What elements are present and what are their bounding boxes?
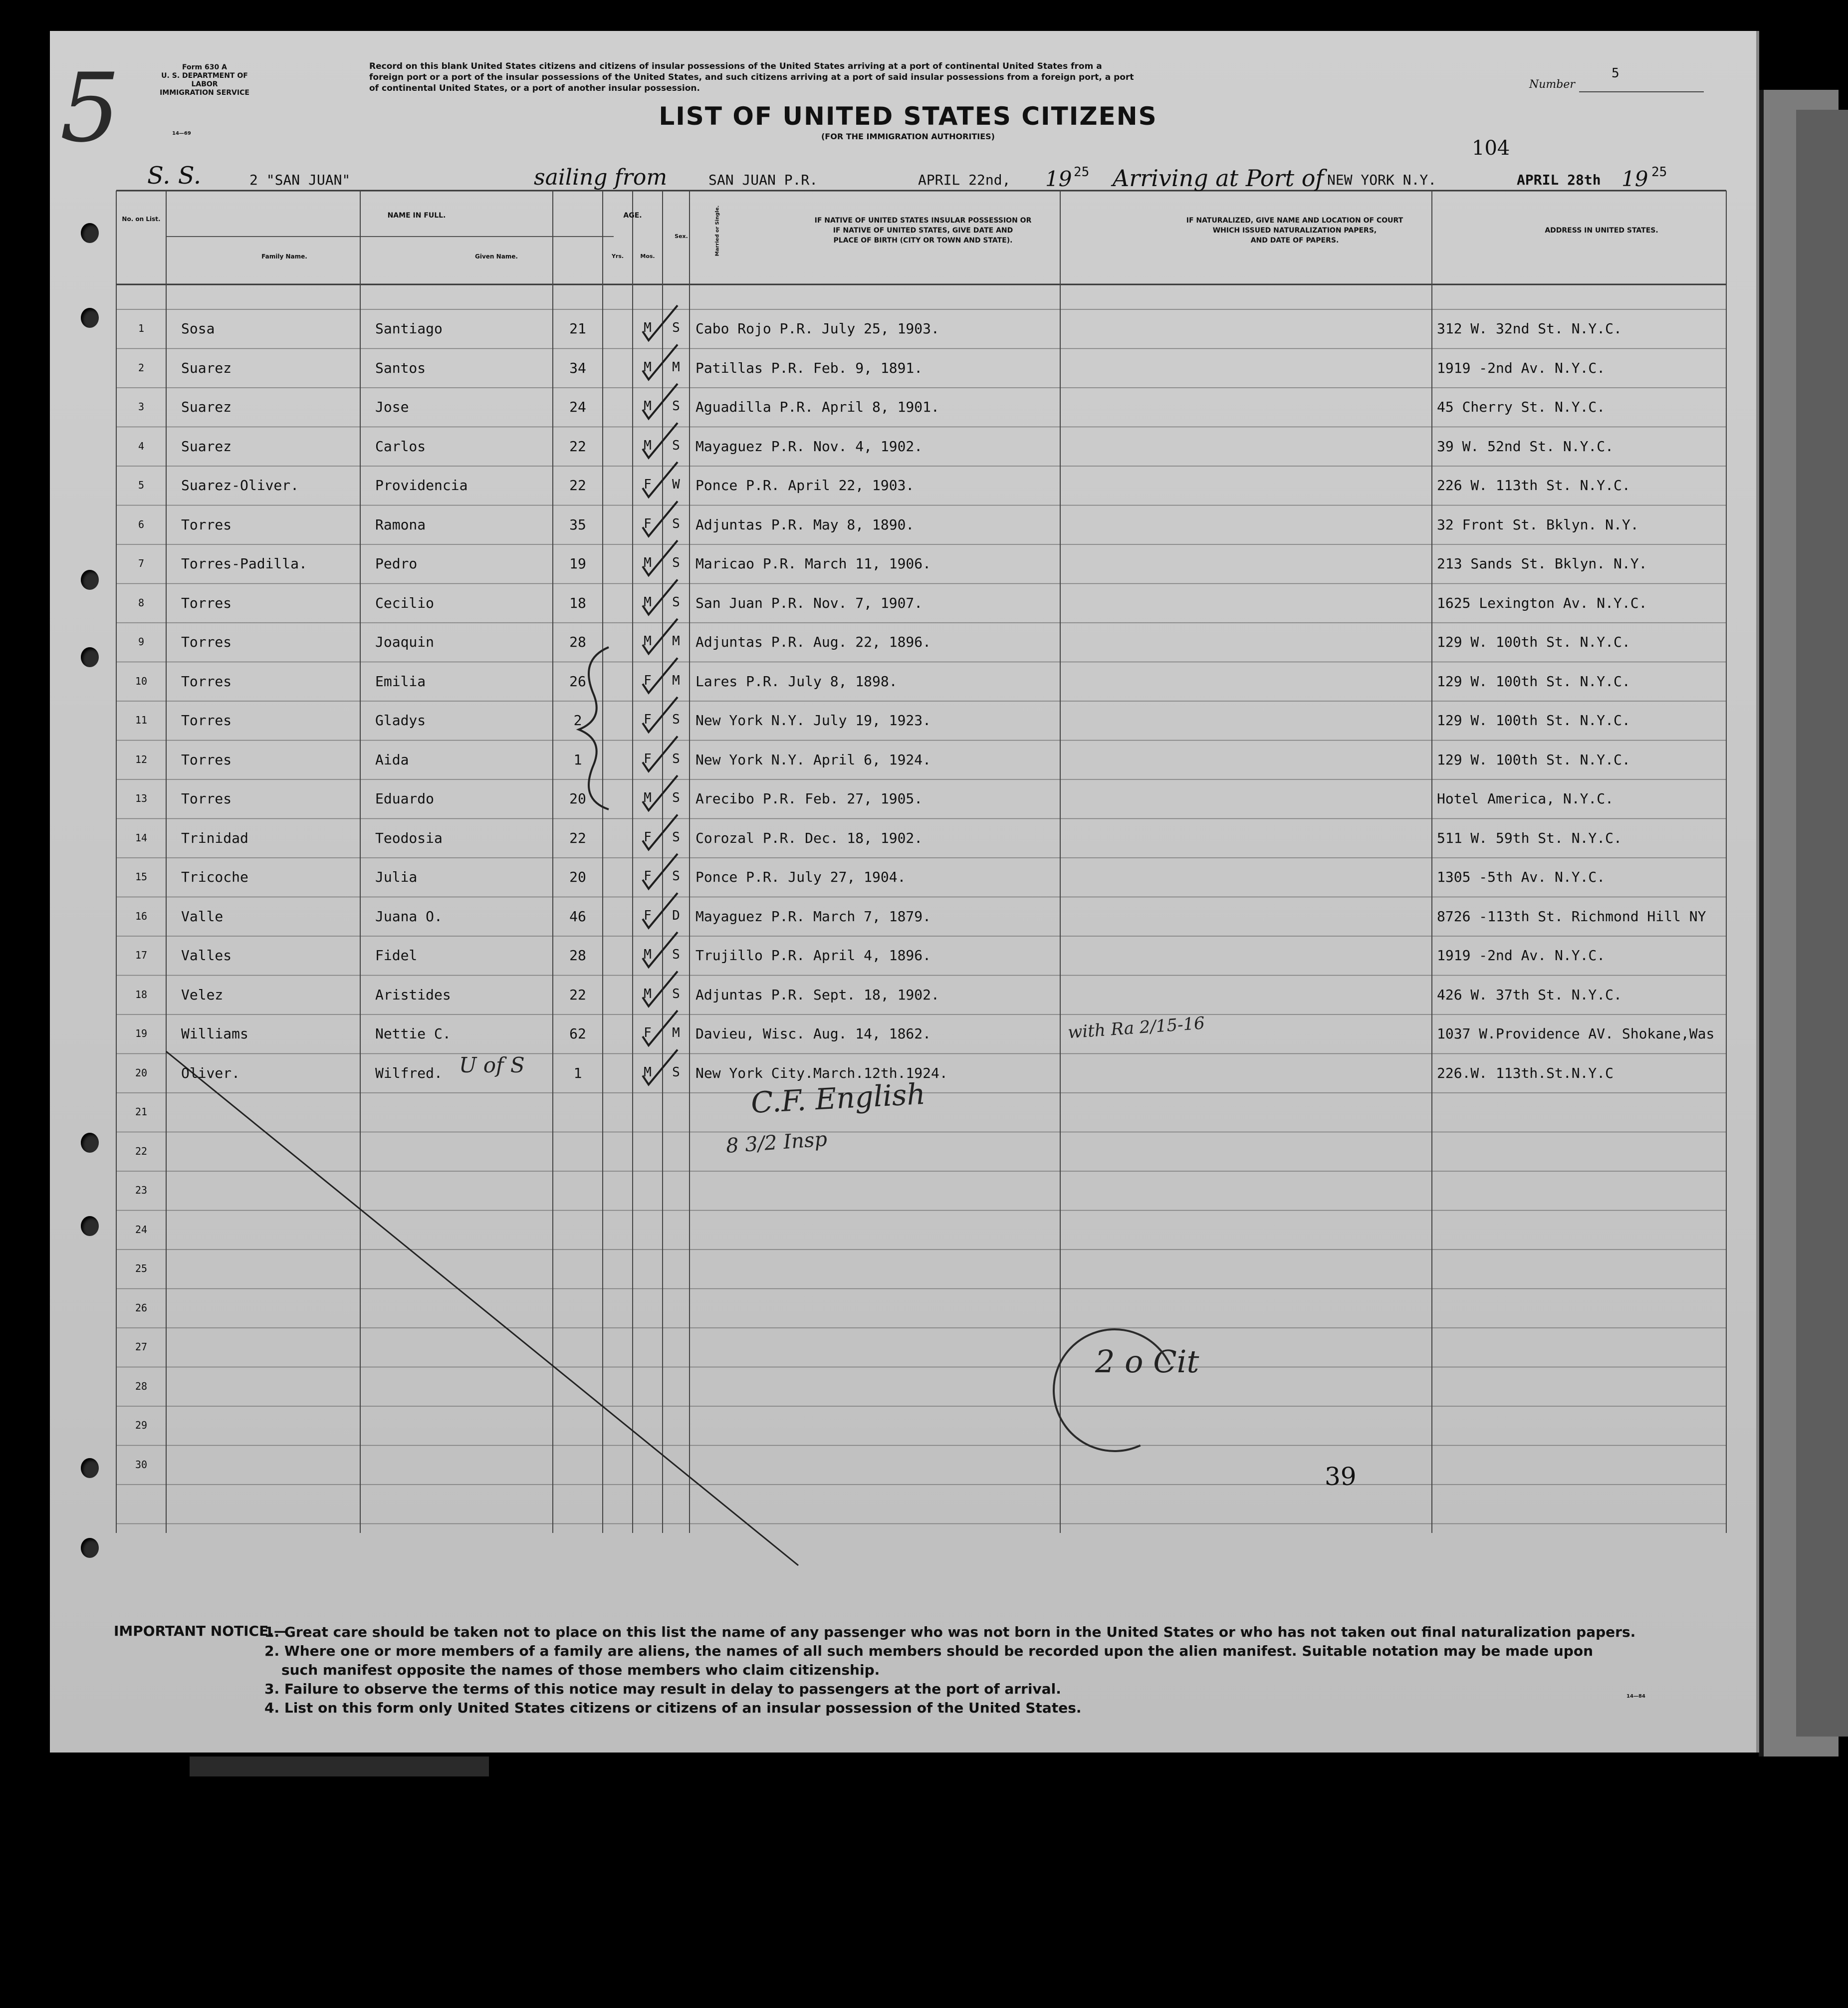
col-header-mos: Mos. xyxy=(640,253,655,259)
given-name: Cecilio xyxy=(375,594,435,611)
naturalization-note: with Ra 2/15-16 xyxy=(1067,1013,1205,1043)
number-underline xyxy=(1579,91,1704,92)
inspector-signature: C.F. English xyxy=(750,1076,926,1120)
address: Hotel America, N.Y.C. xyxy=(1437,790,1614,807)
marital-status: M xyxy=(672,673,680,688)
given-name: Jose xyxy=(375,399,409,415)
sex: M xyxy=(644,320,652,335)
birth-place-date: Davieu, Wisc. Aug. 14, 1862. xyxy=(695,1025,931,1042)
marital-status: S xyxy=(672,986,680,1002)
given-name: Aida xyxy=(375,751,409,768)
row-number: 16 xyxy=(135,910,148,922)
family-name: Suarez xyxy=(181,359,232,376)
citizen-stamp: 2 o Cit xyxy=(1095,1343,1199,1380)
marital-status: S xyxy=(672,516,680,531)
given-name: Santiago xyxy=(375,320,443,337)
marital-status: M xyxy=(672,634,680,649)
birth-place-date: New York N.Y. April 6, 1924. xyxy=(695,751,931,768)
age-years: 2 xyxy=(573,712,582,729)
sex: M xyxy=(644,634,652,649)
col-header-naturalized xyxy=(1110,216,1479,246)
row-number: 3 xyxy=(138,401,145,413)
birth-place-date: Ponce P.R. July 27, 1904. xyxy=(695,869,906,885)
ship-name: 2 "SAN JUAN" xyxy=(249,172,351,188)
marital-status: S xyxy=(672,399,680,414)
row-number: 8 xyxy=(138,596,145,609)
notice-item: 1. Great care should be taken not to place on this list the name of any passenger who was not born in the United States or who has not taken out final naturalization papers. xyxy=(264,1624,1636,1640)
row-20-note: U of S xyxy=(459,1053,525,1077)
marital-status: W xyxy=(672,477,680,492)
age-years: 18 xyxy=(569,594,586,611)
notice-heading: IMPORTANT NOTICE.— xyxy=(114,1623,288,1639)
birth-place-date: Corozal P.R. Dec. 18, 1902. xyxy=(695,829,923,846)
sex: M xyxy=(644,555,652,570)
row-number: 21 xyxy=(135,1106,148,1118)
row-number: 24 xyxy=(135,1223,148,1236)
given-name: Nettie C. xyxy=(375,1025,451,1042)
family-name: Williams xyxy=(181,1025,248,1042)
sex: F xyxy=(644,516,652,531)
year-suffix-2: 25 xyxy=(1651,165,1667,180)
address: 8726 -113th St. Richmond Hill NY xyxy=(1437,908,1706,925)
corner-mark: 5 xyxy=(60,53,120,163)
age-years: 1 xyxy=(573,1064,582,1081)
family-name: Valles xyxy=(181,947,232,964)
birth-place-date: Lares P.R. July 8, 1898. xyxy=(695,673,898,690)
age-years: 21 xyxy=(569,320,586,337)
marital-status: S xyxy=(672,947,680,962)
family-name: Torres xyxy=(181,790,232,807)
sex: M xyxy=(644,594,652,610)
address: 129 W. 100th St. N.Y.C. xyxy=(1437,673,1630,690)
col-header-naturalized-line: WHICH ISSUED NATURALIZATION PAPERS, xyxy=(1212,227,1377,235)
notice-item: such manifest opposite the names of those members who claim citizenship. xyxy=(281,1662,880,1678)
marital-status: S xyxy=(672,594,680,610)
marital-status: M xyxy=(672,1025,680,1040)
address: 129 W. 100th St. N.Y.C. xyxy=(1437,712,1630,729)
address: 426 W. 37th St. N.Y.C. xyxy=(1437,986,1622,1003)
manifest-page xyxy=(50,31,1759,1753)
birth-place-date: Cabo Rojo P.R. July 25, 1903. xyxy=(695,320,939,337)
binder-hole xyxy=(81,1458,99,1478)
marital-status: S xyxy=(672,1064,680,1080)
row-number: 6 xyxy=(138,518,145,530)
family-name: Suarez xyxy=(181,438,232,455)
address: 1625 Lexington Av. N.Y.C. xyxy=(1437,594,1647,611)
notice-print-code: 14—84 xyxy=(1626,1694,1645,1699)
family-name: Valle xyxy=(181,908,224,925)
address: 226.W. 113th.St.N.Y.C xyxy=(1437,1064,1614,1081)
birth-place-date: Patillas P.R. Feb. 9, 1891. xyxy=(695,359,923,376)
family-name: Torres xyxy=(181,673,232,690)
address: 39 W. 52nd St. N.Y.C. xyxy=(1437,438,1614,455)
notice-item: 3. Failure to observe the terms of this notice may result in delay to passengers at the port of arrival. xyxy=(264,1681,1061,1697)
notice-items xyxy=(264,1623,1736,1718)
row-number: 5 xyxy=(138,479,145,491)
age-years: 20 xyxy=(569,869,586,885)
col-header-address: ADDRESS IN UNITED STATES. xyxy=(1545,227,1658,235)
arriving-label: Arriving at Port of xyxy=(1113,165,1324,192)
age-years: 46 xyxy=(569,908,586,925)
col-header-family-name: Family Name. xyxy=(261,253,307,260)
binder-hole xyxy=(81,570,99,590)
address: 1919 -2nd Av. N.Y.C. xyxy=(1437,947,1606,964)
instruction-line: of continental United States, or a port of another insular possession. xyxy=(369,83,700,93)
marital-status: S xyxy=(672,555,680,570)
marital-status: S xyxy=(672,320,680,335)
row-number: 18 xyxy=(135,988,148,1001)
family-name: Torres xyxy=(181,712,232,729)
family-name: Torres xyxy=(181,751,232,768)
col-header-birth-line: IF NATIVE OF UNITED STATES, GIVE DATE AND xyxy=(833,227,1013,235)
sex: M xyxy=(644,438,652,453)
row-number: 27 xyxy=(135,1341,148,1353)
family-name: Velez xyxy=(181,986,224,1003)
family-name: Torres xyxy=(181,594,232,611)
sex: F xyxy=(644,829,652,845)
number-label: Number xyxy=(1529,78,1575,91)
marital-status: S xyxy=(672,869,680,884)
family-name: Trinidad xyxy=(181,829,248,846)
col-header-age: AGE. xyxy=(623,212,642,220)
given-name: Wilfred. xyxy=(375,1064,443,1081)
row-number: 22 xyxy=(135,1145,148,1157)
binder-hole xyxy=(81,308,99,328)
address: 1305 -5th Av. N.Y.C. xyxy=(1437,869,1606,885)
form-number: Form 630 A xyxy=(182,63,227,71)
row-number: 13 xyxy=(135,792,148,804)
row-number: 2 xyxy=(138,361,145,374)
birth-place-date: Adjuntas P.R. Sept. 18, 1902. xyxy=(695,986,939,1003)
year-suffix-1: 25 xyxy=(1074,165,1090,180)
age-years: 19 xyxy=(569,555,586,572)
address: 129 W. 100th St. N.Y.C. xyxy=(1437,634,1630,650)
table-grid xyxy=(50,31,1756,1753)
given-name: Carlos xyxy=(375,438,426,455)
given-name: Santos xyxy=(375,359,426,376)
family-name: Oliver. xyxy=(181,1064,240,1081)
row-number: 30 xyxy=(135,1458,148,1471)
sex: M xyxy=(644,399,652,414)
birth-place-date: New York N.Y. July 19, 1923. xyxy=(695,712,931,729)
notice-item: 4. List on this form only United States citizens or citizens of an insular possession of the United States. xyxy=(264,1700,1082,1716)
page-subtitle: (FOR THE IMMIGRATION AUTHORITIES) xyxy=(821,132,995,141)
birth-place-date: Maricao P.R. March 11, 1906. xyxy=(695,555,931,572)
binder-hole xyxy=(81,1216,99,1236)
row-number: 12 xyxy=(135,753,148,765)
birth-place-date: Mayaguez P.R. March 7, 1879. xyxy=(695,908,931,925)
sex: F xyxy=(644,869,652,884)
manifest-number: 104 xyxy=(1472,137,1510,160)
address: 213 Sands St. Bklyn. N.Y. xyxy=(1437,555,1647,572)
signature-note: 8 3/2 Insp xyxy=(725,1127,828,1158)
address: 32 Front St. Bklyn. N.Y. xyxy=(1437,516,1639,533)
family-name: Torres-Padilla. xyxy=(181,555,307,572)
row-number: 28 xyxy=(135,1380,148,1392)
address: 226 W. 113th St. N.Y.C. xyxy=(1437,477,1630,494)
sex: M xyxy=(644,1064,652,1080)
binder-hole xyxy=(81,1133,99,1153)
cancel-line xyxy=(166,1051,798,1565)
number-value: 5 xyxy=(1612,66,1619,81)
given-name: Pedro xyxy=(375,555,418,572)
birth-place-date: New York City.March.12th.1924. xyxy=(695,1064,948,1081)
family-name: Suarez-Oliver. xyxy=(181,477,299,494)
given-name: Fidel xyxy=(375,947,418,964)
sex: F xyxy=(644,908,652,923)
birth-place-date: Adjuntas P.R. May 8, 1890. xyxy=(695,516,915,533)
address: 312 W. 32nd St. N.Y.C. xyxy=(1437,320,1622,337)
age-years: 20 xyxy=(569,790,586,807)
col-header-sex: Sex. xyxy=(675,233,688,240)
row-number: 7 xyxy=(138,557,145,569)
col-header-no: No. on List. xyxy=(122,216,161,223)
address: 1919 -2nd Av. N.Y.C. xyxy=(1437,359,1606,376)
instructions xyxy=(369,61,1517,94)
sex: F xyxy=(644,477,652,492)
row-number: 23 xyxy=(135,1184,148,1196)
department-label: U. S. DEPARTMENT OF LABOR xyxy=(161,72,248,88)
marital-status: S xyxy=(672,829,680,845)
binder-hole xyxy=(81,1538,99,1558)
col-header-naturalized-line: IF NATURALIZED, GIVE NAME AND LOCATION OF COURT xyxy=(1186,217,1403,225)
given-name: Providencia xyxy=(375,477,468,494)
col-header-yrs: Yrs. xyxy=(611,253,624,259)
address: 45 Cherry St. N.Y.C. xyxy=(1437,399,1606,415)
binder-hole xyxy=(81,647,99,667)
birth-place-date: Arecibo P.R. Feb. 27, 1905. xyxy=(695,790,923,807)
date-to: APRIL 28th xyxy=(1517,172,1601,188)
page-number: 39 xyxy=(1325,1462,1357,1491)
row-number: 26 xyxy=(135,1301,148,1314)
age-years: 1 xyxy=(573,751,582,768)
family-name: Tricoche xyxy=(181,869,248,885)
row-number: 17 xyxy=(135,949,148,961)
ss-label: S. S. xyxy=(147,162,202,190)
sex: M xyxy=(644,947,652,962)
col-header-married: Married or Single. xyxy=(714,205,720,256)
age-years: 28 xyxy=(569,634,586,650)
col-header-given-name: Given Name. xyxy=(475,253,518,260)
date-from: APRIL 22nd, xyxy=(918,172,1011,188)
birth-place-date: Mayaguez P.R. Nov. 4, 1902. xyxy=(695,438,923,455)
birth-place-date: Ponce P.R. April 22, 1903. xyxy=(695,477,915,494)
binder-hole xyxy=(81,223,99,243)
row-number: 20 xyxy=(135,1066,148,1079)
col-header-birth-line: PLACE OF BIRTH (CITY OR TOWN AND STATE). xyxy=(833,237,1013,245)
service-label: IMMIGRATION SERVICE xyxy=(160,89,249,97)
sex: F xyxy=(644,712,652,727)
sex: M xyxy=(644,986,652,1002)
row-number: 4 xyxy=(138,440,145,452)
sex: F xyxy=(644,1025,652,1040)
row-number: 25 xyxy=(135,1262,148,1274)
print-code: 14—69 xyxy=(172,131,191,136)
given-name: Eduardo xyxy=(375,790,435,807)
age-years: 22 xyxy=(569,986,586,1003)
family-name: Torres xyxy=(181,516,232,533)
sex: F xyxy=(644,673,652,688)
given-name: Aristides xyxy=(375,986,451,1003)
row-number: 1 xyxy=(138,322,145,334)
marital-status: D xyxy=(672,908,680,923)
year-prefix-1: 19 xyxy=(1045,167,1072,191)
age-years: 34 xyxy=(569,359,586,376)
page-title: LIST OF UNITED STATES CITIZENS xyxy=(659,102,1157,131)
address: 511 W. 59th St. N.Y.C. xyxy=(1437,829,1622,846)
instruction-line: Record on this blank United States citizens and citizens of insular possessions of the United States arriving at a port of continental United States from a xyxy=(369,61,1102,71)
family-name: Suarez xyxy=(181,399,232,415)
port-from: SAN JUAN P.R. xyxy=(708,172,818,188)
sex: F xyxy=(644,751,652,766)
sex: M xyxy=(644,790,652,805)
given-name: Emilia xyxy=(375,673,426,690)
sailing-label: sailing from xyxy=(534,165,668,190)
age-years: 22 xyxy=(569,477,586,494)
family-name: Torres xyxy=(181,634,232,650)
given-name: Gladys xyxy=(375,712,426,729)
birth-place-date: Trujillo P.R. April 4, 1896. xyxy=(695,947,931,964)
address: 1037 W.Providence AV. Shokane,Was xyxy=(1437,1025,1715,1042)
age-years: 22 xyxy=(569,829,586,846)
port-to: NEW YORK N.Y. xyxy=(1327,172,1437,188)
marital-status: S xyxy=(672,751,680,766)
row-number: 14 xyxy=(135,831,148,844)
instruction-line: foreign port or a port of the insular possessions of the United States, and such citizens arriving at a port of said insular possessions from a foreign port, a port xyxy=(369,72,1134,82)
given-name: Teodosia xyxy=(375,829,443,846)
age-years: 24 xyxy=(569,399,586,415)
given-name: Juana O. xyxy=(375,908,443,925)
given-name: Joaquin xyxy=(375,634,435,650)
page-scrap xyxy=(190,1757,489,1776)
age-years: 26 xyxy=(569,673,586,690)
col-header-naturalized-line: AND DATE OF PAPERS. xyxy=(1250,237,1339,245)
birth-place-date: San Juan P.R. Nov. 7, 1907. xyxy=(695,594,923,611)
given-name: Julia xyxy=(375,869,418,885)
marital-status: S xyxy=(672,712,680,727)
family-name: Sosa xyxy=(181,320,215,337)
col-header-birth-line: IF NATIVE OF UNITED STATES INSULAR POSSESSION OR xyxy=(814,217,1032,225)
row-number: 19 xyxy=(135,1027,148,1039)
row-number: 29 xyxy=(135,1419,148,1431)
row-number: 9 xyxy=(138,636,145,648)
age-years: 35 xyxy=(569,516,586,533)
marital-status: S xyxy=(672,438,680,453)
marital-status: S xyxy=(672,790,680,805)
sex: M xyxy=(644,359,652,375)
row-number: 11 xyxy=(135,714,148,726)
row-number: 15 xyxy=(135,871,148,883)
col-header-name-in-full: NAME IN FULL. xyxy=(387,212,446,220)
birth-place-date: Aguadilla P.R. April 8, 1901. xyxy=(695,399,939,415)
age-years: 22 xyxy=(569,438,586,455)
marital-status: M xyxy=(672,359,680,375)
birth-place-date: Adjuntas P.R. Aug. 22, 1896. xyxy=(695,634,931,650)
back-page-edge-2 xyxy=(1796,110,1848,1737)
given-name: Ramona xyxy=(375,516,426,533)
age-years: 28 xyxy=(569,947,586,964)
row-number: 10 xyxy=(135,675,148,687)
age-years: 62 xyxy=(569,1025,586,1042)
year-prefix-2: 19 xyxy=(1621,167,1648,191)
notice-item: 2. Where one or more members of a family are aliens, the names of all such members should be recorded upon the alien manifest. Suitable notation may be made upon xyxy=(264,1643,1594,1659)
col-header-birth xyxy=(738,216,1108,246)
address: 129 W. 100th St. N.Y.C. xyxy=(1437,751,1630,768)
